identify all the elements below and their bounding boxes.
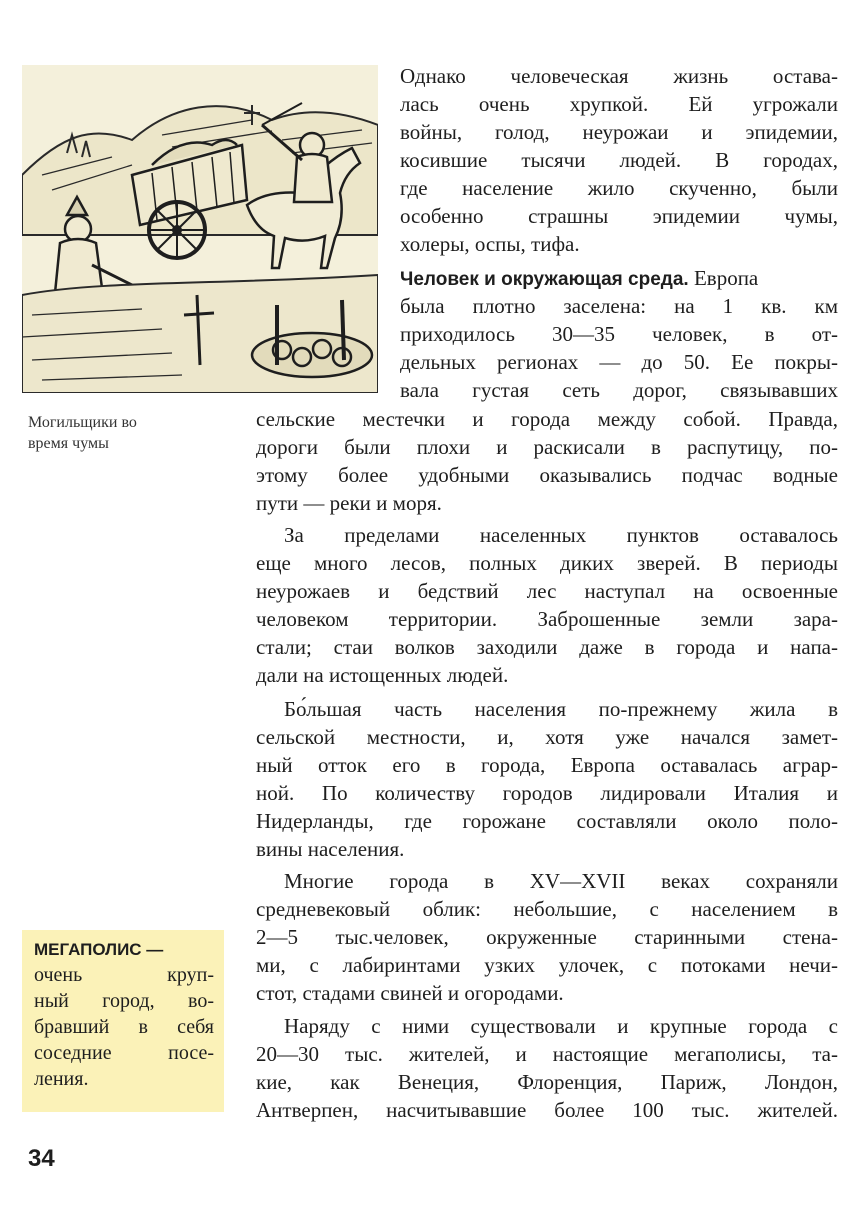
woodcut-image [22, 65, 378, 393]
plague-gravediggers-illustration [22, 65, 378, 393]
text-line: Многие города в XV—XVII веках сохраняли [284, 869, 838, 893]
page-number: 34 [28, 1145, 55, 1172]
text-line: вины населения. [256, 837, 405, 861]
text-line: где население жило скученно, были [400, 176, 838, 200]
glossary-term-text: МЕГАПОЛИС — [34, 940, 164, 959]
text-line [400, 264, 838, 294]
text-line: вала густая сеть дорог, связывавших [400, 378, 838, 402]
figure-caption [28, 412, 228, 454]
glossary-line: ный город, во- [34, 990, 214, 1012]
text-line: 2—5 тыс.человек, окруженные старинными стена- [256, 925, 838, 949]
glossary-line: соседние посе- [34, 1042, 214, 1064]
caption-line: время чумы [28, 435, 109, 452]
caption-line: Могильщики во [28, 414, 137, 431]
text-line: приходилось 30—35 человек, в от- [400, 322, 838, 346]
text-line: этому более удобными оказывались подчас водные [256, 463, 838, 487]
glossary-term [34, 936, 214, 964]
section-heading: Человек и окружающая среда. [400, 269, 689, 290]
text-line: дельных регионах — до 50. Ее покры- [400, 350, 838, 374]
text-line: Однако человеческая жизнь остава- [400, 64, 838, 88]
text-line: человеком территории. Заброшенные земли зара- [256, 607, 838, 631]
text-line: Нидерланды, где горожане составляли около поло- [256, 809, 838, 833]
text-line: Антверпен, насчитывавшие более 100 тыс. жителей. [256, 1098, 838, 1122]
text-line: ный отток его в города, Европа оставалась аграр- [256, 753, 838, 777]
heading-line-rest: Европа [688, 266, 759, 290]
text-line: холеры, оспы, тифа. [400, 232, 580, 256]
text-line: неурожаев и бедствий лес наступал на освоенные [256, 579, 838, 603]
text-line: дороги были плохи и раскисали в распутицу, по- [256, 435, 838, 459]
text-line: сельской местности, и, хотя уже начался замет- [256, 725, 838, 749]
text-line: ми, с лабиринтами узких улочек, с потоками нечи- [256, 953, 838, 977]
text-line: Наряду с ними существовали и крупные города с [284, 1014, 838, 1038]
text-line: 20—30 тыс. жителей, и настоящие мегаполисы, та- [256, 1042, 838, 1066]
text-line: Бо́льшая часть населения по-прежнему жила в [284, 697, 838, 721]
glossary-sidebar [22, 930, 224, 1112]
text-line: стот, стадами свиней и огородами. [256, 981, 564, 1005]
text-line: кие, как Венеция, Флоренция, Париж, Лондон, [256, 1070, 838, 1094]
text-line: стали; стаи волков заходили даже в города и напа- [256, 635, 838, 659]
text-line: средневековый облик: небольшие, с населением в [256, 897, 838, 921]
final-paragraph [256, 1012, 838, 1132]
text-line: сельские местечки и города между собой. Правда, [256, 407, 838, 431]
text-line: ной. По количеству городов лидировали Италия и [256, 781, 838, 805]
glossary-line: очень круп- [34, 964, 214, 986]
paragraph-fragility [400, 62, 838, 258]
text-line: войны, голод, неурожаи и эпидемии, [400, 120, 838, 144]
text-line: особенно страшны эпидемии чумы, [400, 204, 838, 228]
main-text-column [256, 405, 838, 1085]
glossary-line: ления. [34, 1068, 89, 1090]
text-line: была плотно заселена: на 1 кв. км [400, 294, 838, 318]
text-line: дали на истощенных людей. [256, 663, 509, 687]
paragraph-environment [400, 264, 838, 404]
text-line: еще много лесов, полных диких зверей. В периоды [256, 551, 838, 575]
text-line: За пределами населенных пунктов оставалось [284, 523, 838, 547]
glossary-line: бравший в себя [34, 1016, 214, 1038]
text-line: пути — реки и моря. [256, 491, 442, 515]
text-line: лась очень хрупкой. Ей угрожали [400, 92, 838, 116]
text-line: косившие тысячи людей. В городах, [400, 148, 838, 172]
